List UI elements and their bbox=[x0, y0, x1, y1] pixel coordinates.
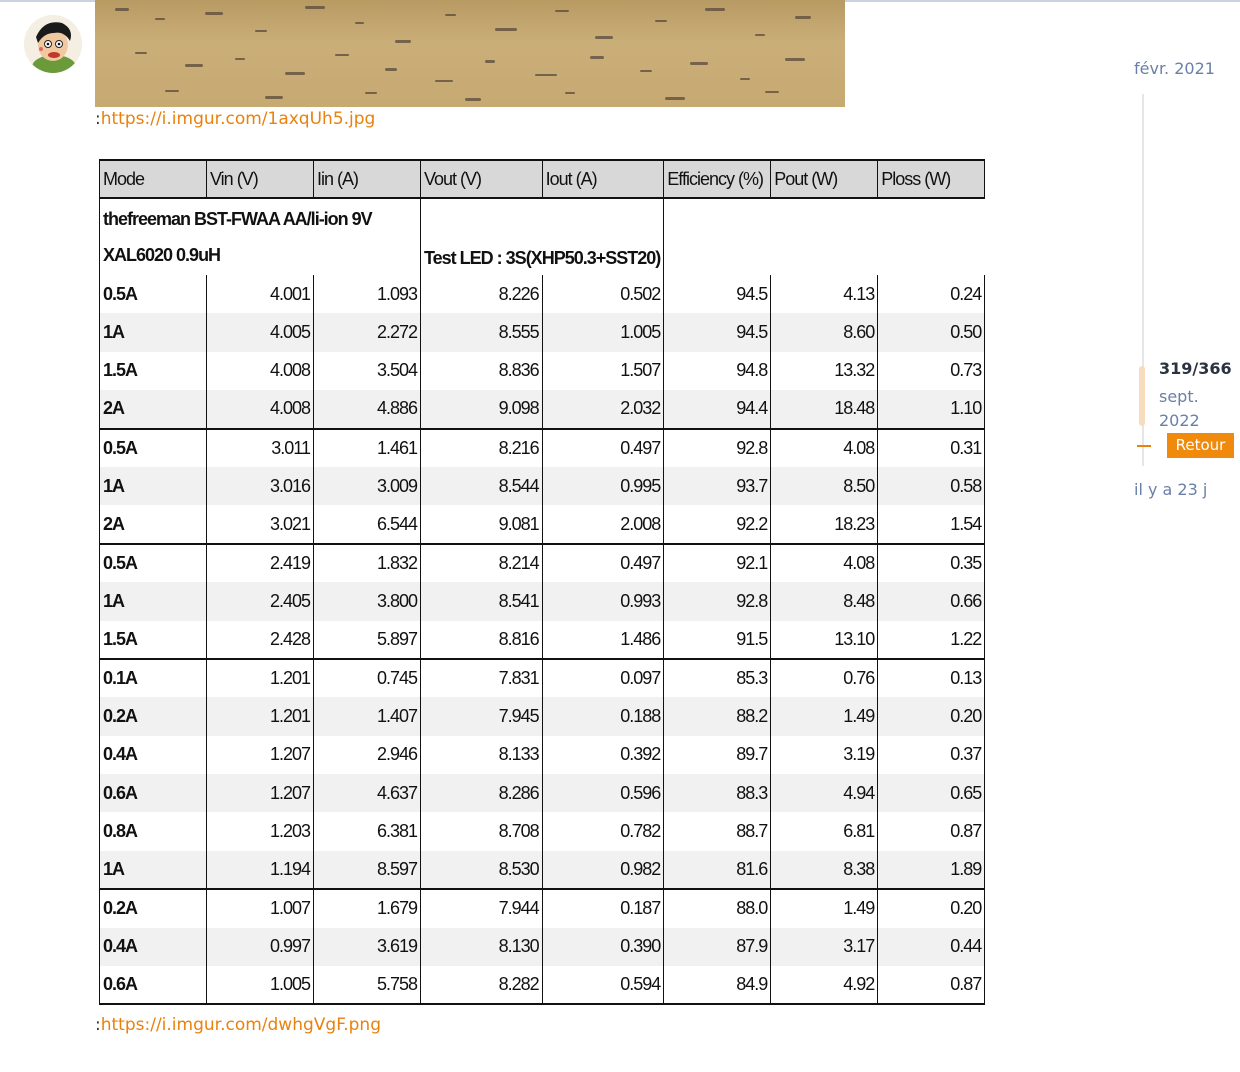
value-cell: 8.708 bbox=[421, 812, 543, 850]
value-cell: 2.428 bbox=[207, 621, 314, 659]
value-cell: 94.5 bbox=[664, 313, 771, 351]
value-cell: 1.203 bbox=[207, 812, 314, 850]
value-cell: 1.54 bbox=[878, 505, 985, 543]
value-cell: 3.504 bbox=[314, 352, 421, 390]
mode-cell: 1.5A bbox=[100, 352, 207, 390]
value-cell: 0.997 bbox=[207, 928, 314, 966]
value-cell: 8.555 bbox=[421, 313, 543, 351]
wood-texture-image bbox=[95, 0, 845, 107]
value-cell: 1.207 bbox=[207, 774, 314, 812]
value-cell: 2.008 bbox=[542, 505, 664, 543]
value-cell: 88.7 bbox=[664, 812, 771, 850]
mode-cell: 0.4A bbox=[100, 928, 207, 966]
value-cell: 0.87 bbox=[878, 812, 985, 850]
value-cell: 13.32 bbox=[771, 352, 878, 390]
value-cell: 3.619 bbox=[314, 928, 421, 966]
value-cell: 8.214 bbox=[421, 544, 543, 582]
value-cell: 8.286 bbox=[421, 774, 543, 812]
value-cell: 3.011 bbox=[207, 429, 314, 467]
value-cell: 8.816 bbox=[421, 621, 543, 659]
value-cell: 88.3 bbox=[664, 774, 771, 812]
value-cell: 0.497 bbox=[542, 544, 664, 582]
value-cell: 1.832 bbox=[314, 544, 421, 582]
value-cell: 7.944 bbox=[421, 889, 543, 927]
value-cell: 1.49 bbox=[771, 697, 878, 735]
mode-cell: 2A bbox=[100, 505, 207, 543]
value-cell: 8.130 bbox=[421, 928, 543, 966]
value-cell: 8.133 bbox=[421, 736, 543, 774]
mode-cell: 1A bbox=[100, 313, 207, 351]
value-cell: 8.836 bbox=[421, 352, 543, 390]
value-cell: 1.49 bbox=[771, 889, 878, 927]
value-cell: 0.73 bbox=[878, 352, 985, 390]
value-cell: 1.201 bbox=[207, 659, 314, 697]
value-cell: 0.76 bbox=[771, 659, 878, 697]
table-row bbox=[100, 390, 985, 428]
value-cell: 4.94 bbox=[771, 774, 878, 812]
mode-cell: 0.2A bbox=[100, 889, 207, 927]
value-cell: 85.3 bbox=[664, 659, 771, 697]
value-cell: 8.530 bbox=[421, 851, 543, 889]
value-cell: 1.461 bbox=[314, 429, 421, 467]
column-header: Mode bbox=[100, 160, 207, 198]
value-cell: 92.1 bbox=[664, 544, 771, 582]
link-prefix: : bbox=[95, 109, 101, 129]
value-cell: 0.87 bbox=[878, 966, 985, 1004]
mode-cell: 1A bbox=[100, 582, 207, 620]
value-cell: 3.021 bbox=[207, 505, 314, 543]
value-cell: 0.37 bbox=[878, 736, 985, 774]
value-cell: 8.544 bbox=[421, 467, 543, 505]
table-row bbox=[100, 697, 985, 735]
value-cell: 92.2 bbox=[664, 505, 771, 543]
image-link-1 bbox=[95, 109, 375, 129]
mode-cell: 1.5A bbox=[100, 621, 207, 659]
value-cell: 3.800 bbox=[314, 582, 421, 620]
image-link-2 bbox=[95, 1015, 381, 1035]
value-cell: 89.7 bbox=[664, 736, 771, 774]
value-cell: 7.945 bbox=[421, 697, 543, 735]
table-row bbox=[100, 889, 985, 927]
table-row bbox=[100, 467, 985, 505]
value-cell: 1.89 bbox=[878, 851, 985, 889]
value-cell: 1.005 bbox=[542, 313, 664, 351]
value-cell: 1.22 bbox=[878, 621, 985, 659]
user-avatar[interactable] bbox=[24, 15, 82, 73]
post-image[interactable] bbox=[95, 0, 845, 107]
value-cell: 4.08 bbox=[771, 429, 878, 467]
value-cell: 4.637 bbox=[314, 774, 421, 812]
value-cell: 0.390 bbox=[542, 928, 664, 966]
table-row bbox=[100, 851, 985, 889]
value-cell: 6.544 bbox=[314, 505, 421, 543]
value-cell: 8.38 bbox=[771, 851, 878, 889]
column-header: Vin (V) bbox=[207, 160, 314, 198]
test-led-label: Test LED : 3S(XHP50.3+SST20) bbox=[421, 198, 664, 275]
mode-cell: 0.5A bbox=[100, 275, 207, 313]
table-row bbox=[100, 621, 985, 659]
value-cell: 8.282 bbox=[421, 966, 543, 1004]
imgur-link-2[interactable]: https://i.imgur.com/dwhgVgF.png bbox=[100, 1015, 382, 1035]
column-header: Vout (V) bbox=[421, 160, 543, 198]
avatar-image bbox=[24, 15, 82, 73]
value-cell: 8.60 bbox=[771, 313, 878, 351]
value-cell: 9.081 bbox=[421, 505, 543, 543]
table-subtitle: XAL6020 0.9uH bbox=[100, 236, 421, 275]
value-cell: 8.50 bbox=[771, 467, 878, 505]
table-row bbox=[100, 505, 985, 543]
value-cell: 2.419 bbox=[207, 544, 314, 582]
value-cell: 0.993 bbox=[542, 582, 664, 620]
timeline-handle[interactable] bbox=[1139, 366, 1145, 426]
value-cell: 18.23 bbox=[771, 505, 878, 543]
table-title: thefreeman BST-FWAA AA/li-ion 9V bbox=[100, 198, 421, 236]
value-cell: 0.20 bbox=[878, 697, 985, 735]
table-header-row bbox=[100, 160, 985, 198]
mode-cell: 0.8A bbox=[100, 812, 207, 850]
table-row bbox=[100, 774, 985, 812]
value-cell: 8.541 bbox=[421, 582, 543, 620]
value-cell: 1.207 bbox=[207, 736, 314, 774]
timeline-start-date[interactable]: févr. 2021 bbox=[1134, 59, 1215, 78]
value-cell: 0.66 bbox=[878, 582, 985, 620]
value-cell: 1.007 bbox=[207, 889, 314, 927]
value-cell: 1.486 bbox=[542, 621, 664, 659]
value-cell: 88.2 bbox=[664, 697, 771, 735]
measurement-table bbox=[99, 159, 985, 1005]
value-cell: 1.194 bbox=[207, 851, 314, 889]
table-row bbox=[100, 313, 985, 351]
table-row bbox=[100, 928, 985, 966]
column-header: Iin (A) bbox=[314, 160, 421, 198]
value-cell: 93.7 bbox=[664, 467, 771, 505]
timeline-position: 319/366 bbox=[1159, 359, 1232, 378]
value-cell: 4.008 bbox=[207, 352, 314, 390]
value-cell: 5.758 bbox=[314, 966, 421, 1004]
column-header: Efficiency (%) bbox=[664, 160, 771, 198]
value-cell: 84.9 bbox=[664, 966, 771, 1004]
value-cell: 0.596 bbox=[542, 774, 664, 812]
value-cell: 4.13 bbox=[771, 275, 878, 313]
value-cell: 0.097 bbox=[542, 659, 664, 697]
value-cell: 0.65 bbox=[878, 774, 985, 812]
value-cell: 0.187 bbox=[542, 889, 664, 927]
mode-cell: 0.5A bbox=[100, 544, 207, 582]
back-button[interactable]: Retour bbox=[1167, 433, 1234, 458]
table-title-row bbox=[100, 198, 985, 236]
mode-cell: 0.6A bbox=[100, 774, 207, 812]
value-cell: 2.946 bbox=[314, 736, 421, 774]
value-cell: 1.005 bbox=[207, 966, 314, 1004]
value-cell: 0.995 bbox=[542, 467, 664, 505]
value-cell: 4.008 bbox=[207, 390, 314, 428]
value-cell: 5.897 bbox=[314, 621, 421, 659]
imgur-link-1[interactable]: https://i.imgur.com/1axqUh5.jpg bbox=[100, 109, 376, 129]
value-cell: 0.20 bbox=[878, 889, 985, 927]
value-cell: 9.098 bbox=[421, 390, 543, 428]
mode-cell: 0.4A bbox=[100, 736, 207, 774]
table-row bbox=[100, 544, 985, 582]
value-cell: 4.005 bbox=[207, 313, 314, 351]
value-cell: 8.597 bbox=[314, 851, 421, 889]
value-cell: 0.497 bbox=[542, 429, 664, 467]
value-cell: 92.8 bbox=[664, 582, 771, 620]
value-cell: 4.001 bbox=[207, 275, 314, 313]
table-row bbox=[100, 352, 985, 390]
value-cell: 3.009 bbox=[314, 467, 421, 505]
value-cell: 4.886 bbox=[314, 390, 421, 428]
value-cell: 0.35 bbox=[878, 544, 985, 582]
mode-cell: 1A bbox=[100, 467, 207, 505]
value-cell: 18.48 bbox=[771, 390, 878, 428]
timeline-marker bbox=[1137, 445, 1151, 447]
timeline-end-date[interactable]: il y a 23 j bbox=[1134, 480, 1208, 499]
value-cell: 7.831 bbox=[421, 659, 543, 697]
mode-cell: 1A bbox=[100, 851, 207, 889]
table-row bbox=[100, 275, 985, 313]
value-cell: 0.392 bbox=[542, 736, 664, 774]
table-row bbox=[100, 582, 985, 620]
mode-cell: 0.5A bbox=[100, 429, 207, 467]
value-cell: 8.226 bbox=[421, 275, 543, 313]
link-prefix: : bbox=[95, 1015, 101, 1035]
value-cell: 0.982 bbox=[542, 851, 664, 889]
table-row bbox=[100, 966, 985, 1004]
value-cell: 0.745 bbox=[314, 659, 421, 697]
value-cell: 3.016 bbox=[207, 467, 314, 505]
value-cell: 0.502 bbox=[542, 275, 664, 313]
value-cell: 0.188 bbox=[542, 697, 664, 735]
value-cell: 92.8 bbox=[664, 429, 771, 467]
value-cell: 0.13 bbox=[878, 659, 985, 697]
value-cell: 91.5 bbox=[664, 621, 771, 659]
timeline-position-date: sept. 2022 bbox=[1159, 387, 1200, 430]
value-cell: 13.10 bbox=[771, 621, 878, 659]
value-cell: 8.48 bbox=[771, 582, 878, 620]
table-row bbox=[100, 659, 985, 697]
value-cell: 2.032 bbox=[542, 390, 664, 428]
value-cell: 1.507 bbox=[542, 352, 664, 390]
value-cell: 3.19 bbox=[771, 736, 878, 774]
value-cell: 94.4 bbox=[664, 390, 771, 428]
value-cell: 0.31 bbox=[878, 429, 985, 467]
value-cell: 0.50 bbox=[878, 313, 985, 351]
value-cell: 1.10 bbox=[878, 390, 985, 428]
table-row bbox=[100, 736, 985, 774]
value-cell: 0.782 bbox=[542, 812, 664, 850]
value-cell: 8.216 bbox=[421, 429, 543, 467]
value-cell: 1.093 bbox=[314, 275, 421, 313]
mode-cell: 0.2A bbox=[100, 697, 207, 735]
value-cell: 1.407 bbox=[314, 697, 421, 735]
value-cell: 4.92 bbox=[771, 966, 878, 1004]
value-cell: 88.0 bbox=[664, 889, 771, 927]
value-cell: 2.272 bbox=[314, 313, 421, 351]
table-row bbox=[100, 429, 985, 467]
value-cell: 4.08 bbox=[771, 544, 878, 582]
mode-cell: 2A bbox=[100, 390, 207, 428]
value-cell: 0.24 bbox=[878, 275, 985, 313]
value-cell: 94.5 bbox=[664, 275, 771, 313]
table-row bbox=[100, 812, 985, 850]
column-header: Pout (W) bbox=[771, 160, 878, 198]
value-cell: 2.405 bbox=[207, 582, 314, 620]
value-cell: 94.8 bbox=[664, 352, 771, 390]
value-cell: 6.81 bbox=[771, 812, 878, 850]
value-cell: 3.17 bbox=[771, 928, 878, 966]
column-header: Ploss (W) bbox=[878, 160, 985, 198]
column-header: Iout (A) bbox=[542, 160, 664, 198]
value-cell: 0.58 bbox=[878, 467, 985, 505]
value-cell: 81.6 bbox=[664, 851, 771, 889]
value-cell: 6.381 bbox=[314, 812, 421, 850]
value-cell: 87.9 bbox=[664, 928, 771, 966]
value-cell: 0.594 bbox=[542, 966, 664, 1004]
value-cell: 1.679 bbox=[314, 889, 421, 927]
mode-cell: 0.1A bbox=[100, 659, 207, 697]
value-cell: 1.201 bbox=[207, 697, 314, 735]
value-cell: 0.44 bbox=[878, 928, 985, 966]
mode-cell: 0.6A bbox=[100, 966, 207, 1004]
